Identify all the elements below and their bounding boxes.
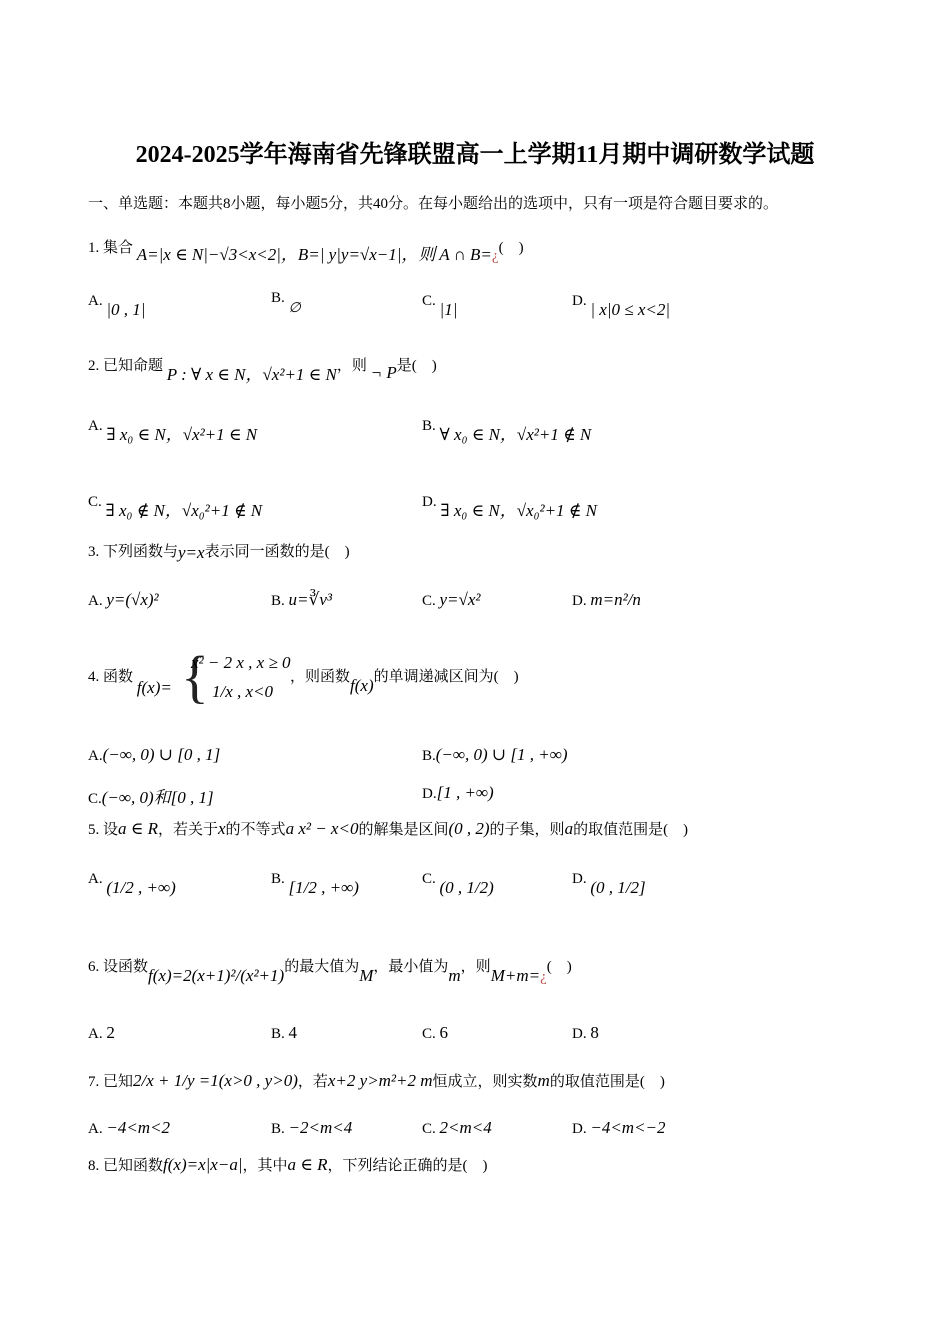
option-text: (0 , 1/2) <box>439 878 494 897</box>
option-text: ∀ x₀ ∈ N，√x²+1 ∉ N <box>439 425 592 444</box>
q6-text-max: 的最大值为 <box>284 959 360 975</box>
q5-question-text: 的取值范围是( ) <box>573 822 689 838</box>
option-text: −4<m<2 <box>106 1118 171 1137</box>
q3-option-a[interactable] <box>88 590 159 610</box>
option-text: (1/2 , +∞) <box>106 878 176 897</box>
option-label: C. <box>422 293 436 309</box>
option-text: −4<m<−2 <box>590 1118 666 1137</box>
q3-number-text: 3. 下列函数与 <box>88 544 179 560</box>
option-label: C. <box>422 871 436 887</box>
q1-intersection-expression: A ∩ B= <box>439 245 492 264</box>
option-label: D. <box>572 593 587 609</box>
option-label: B. <box>271 1121 285 1137</box>
q7-inequality: x+2 y>m²+2 m <box>327 1071 433 1090</box>
option-label: D. <box>572 1121 587 1137</box>
q4-piece-1: x² − 2 x , x ≥ 0 <box>191 653 291 672</box>
option-label: B. <box>271 290 285 306</box>
q6-function: f(x)=2(x+1)²/(x²+1) <box>148 966 285 985</box>
question-6-stem <box>88 955 572 985</box>
q3-function: y=x <box>178 543 205 562</box>
q5-interval: (0 , 2) <box>448 819 490 838</box>
question-7-stem <box>88 1070 665 1091</box>
q4-option-c[interactable] <box>88 783 214 808</box>
q5-option-d[interactable] <box>572 868 646 897</box>
q7-param: m <box>537 1071 550 1090</box>
q6-then-text: ，则 <box>460 959 491 975</box>
option-text: [1 , +∞) <box>436 783 494 802</box>
q4-function-lhs: f(x)= <box>136 678 172 697</box>
q7-question-text: 的取值范围是( ) <box>549 1074 665 1090</box>
option-text: ∃ x₀ ∈ N，√x²+1 ∈ N <box>106 425 258 444</box>
q4-option-a[interactable] <box>88 745 220 765</box>
q4-number-text: 4. 函数 <box>88 669 134 685</box>
option-label: C. <box>422 1026 436 1042</box>
option-label: D. <box>422 494 437 510</box>
q5-text-b: 的不等式 <box>225 822 286 838</box>
q5-var: x <box>218 819 226 838</box>
q5-text-d: 的子集，则 <box>489 822 565 838</box>
q2-then-text: ，则 <box>336 358 367 374</box>
question-4-stem <box>88 665 172 697</box>
q4-brace-icon: { <box>181 644 209 709</box>
q6-option-b[interactable] <box>271 1023 297 1043</box>
option-label: B. <box>271 593 285 609</box>
q8-param: a ∈ R <box>287 1155 328 1174</box>
question-3-stem <box>88 540 350 561</box>
q5-option-b[interactable] <box>271 868 359 897</box>
q2-option-d[interactable] <box>422 486 597 520</box>
q6-number-text: 6. 设函数 <box>88 959 149 975</box>
option-text: 4 <box>288 1023 298 1042</box>
question-8-stem <box>88 1154 487 1175</box>
q4-option-d[interactable] <box>422 783 494 803</box>
question-2-stem <box>88 350 437 384</box>
q2-negation: ¬ P <box>370 363 397 382</box>
option-label: D. <box>572 293 587 309</box>
q6-answer-blank: ( ) <box>546 959 572 975</box>
q1-set-expression: A=|x ∈ N|−√3<x<2|，B=| y|y=√x−1|，则 <box>136 245 436 264</box>
q4-piece-2: 1/x , x<0 <box>212 682 274 701</box>
section-heading: 一、单选题：本题共8小题，每小题5分，共40分。在每小题给出的选项中，只有一项是符合题目要求的。 <box>88 196 779 212</box>
q8-function: f(x)=x|x−a| <box>163 1155 243 1174</box>
option-label: B. <box>422 748 436 764</box>
option-label: D. <box>572 871 587 887</box>
q6-max-symbol: M <box>359 966 374 985</box>
option-text: u=∛v³ <box>288 590 332 609</box>
option-label: D. <box>422 786 437 802</box>
q4-question-text: 的单调递减区间为( ) <box>373 669 519 685</box>
option-text: |0 , 1| <box>106 300 146 319</box>
q5-param: a ∈ R <box>118 819 158 838</box>
question-1-stem <box>88 232 524 264</box>
option-label: A. <box>88 871 103 887</box>
q1-option-b[interactable] <box>271 290 301 316</box>
q7-option-a[interactable] <box>88 1118 170 1138</box>
option-text: −2<m<4 <box>288 1118 353 1137</box>
q3-question-text: 表示同一函数的是( ) <box>204 544 350 560</box>
q1-option-a[interactable] <box>88 290 146 319</box>
q7-option-c[interactable] <box>422 1118 492 1138</box>
q5-text-a: ，若关于 <box>157 822 218 838</box>
q7-text-if: ，若 <box>297 1074 328 1090</box>
q6-option-d[interactable] <box>572 1023 599 1043</box>
q1-number-text: 1. 集合 <box>88 240 134 256</box>
option-label: C. <box>422 1121 436 1137</box>
question-4-stem-cont <box>290 665 519 695</box>
option-label: A. <box>88 1026 103 1042</box>
option-label: A. <box>88 748 103 764</box>
q1-option-c[interactable] <box>422 290 458 319</box>
option-label: C. <box>422 593 436 609</box>
q5-inequality: a x² − x<0 <box>285 819 359 838</box>
option-text: ∃ x₀ ∈ N，√x₀²+1 ∉ N <box>440 501 597 520</box>
option-label: A. <box>88 293 103 309</box>
q6-min-symbol: m <box>448 966 461 985</box>
option-label: D. <box>572 1026 587 1042</box>
q2-number-text: 2. 已知命题 <box>88 358 164 374</box>
option-label: B. <box>271 1026 285 1042</box>
q2-option-a[interactable] <box>88 410 258 444</box>
q5-param-ref: a <box>564 819 574 838</box>
q7-option-d[interactable] <box>572 1118 666 1138</box>
option-label: C. <box>88 791 102 807</box>
q3-option-c[interactable] <box>422 590 481 610</box>
q5-option-a[interactable] <box>88 868 176 897</box>
q6-text-min: ，最小值为 <box>373 959 449 975</box>
option-text: [1/2 , +∞) <box>288 878 359 897</box>
q3-option-b[interactable] <box>271 590 332 610</box>
q2-option-c[interactable] <box>88 486 263 520</box>
q4-function-ref: f(x) <box>350 676 374 695</box>
q5-number-text: 5. 设 <box>88 822 119 838</box>
q4-then-text: ，则函数 <box>290 669 351 685</box>
question-5-stem <box>88 818 688 839</box>
option-label: B. <box>271 871 285 887</box>
option-text: ∃ x₀ ∉ N，√x₀²+1 ∉ N <box>105 501 263 520</box>
option-text: (−∞, 0) ∪ [0 , 1] <box>102 745 221 764</box>
q3-option-d[interactable] <box>572 590 641 610</box>
page-title: 2024-2025学年海南省先锋联盟高一上学期11月期中调研数学试题 <box>135 142 815 168</box>
q8-text-where: ，其中 <box>242 1158 288 1174</box>
option-text: 6 <box>439 1023 449 1042</box>
option-label: C. <box>88 494 102 510</box>
q1-option-d[interactable] <box>572 290 671 319</box>
option-text: ∅ <box>288 301 301 316</box>
option-label: A. <box>88 593 103 609</box>
q7-number-text: 7. 已知 <box>88 1074 134 1090</box>
option-text: 8 <box>590 1023 599 1042</box>
option-text: |1| <box>439 300 458 319</box>
q2-answer-blank: 是( ) <box>396 358 437 374</box>
q7-option-b[interactable] <box>271 1118 352 1138</box>
q7-text-always: 恒成立，则实数 <box>432 1074 538 1090</box>
q1-answer-blank: ( ) <box>498 240 524 256</box>
q7-condition: 2/x + 1/y =1(x>0 , y>0) <box>133 1071 298 1090</box>
q2-proposition: P : ∀ x ∈ N，√x²+1 ∈ N <box>166 365 337 384</box>
option-label: A. <box>88 418 103 434</box>
option-text: m=n²/n <box>590 590 641 609</box>
option-text: 2 <box>106 1023 115 1042</box>
option-label: A. <box>88 1121 103 1137</box>
option-text: (−∞, 0)和[0 , 1] <box>101 788 214 807</box>
q6-garbled-glyph: ¿ <box>540 969 547 985</box>
option-label: B. <box>422 418 436 434</box>
option-text: 2<m<4 <box>439 1118 492 1137</box>
q2-option-b[interactable] <box>422 410 592 444</box>
q4-option-b[interactable] <box>422 745 568 765</box>
option-text: | x|0 ≤ x<2| <box>590 300 671 319</box>
option-text: (0 , 1/2] <box>590 878 646 897</box>
option-text: (−∞, 0) ∪ [1 , +∞) <box>435 745 568 764</box>
q8-number-text: 8. 已知函数 <box>88 1158 164 1174</box>
q8-question-text: ，下列结论正确的是( ) <box>327 1158 488 1174</box>
q6-option-c[interactable] <box>422 1023 448 1043</box>
q5-option-c[interactable] <box>422 868 494 897</box>
q6-sum-expression: M+m= <box>490 966 541 985</box>
option-text: y=(√x)² <box>106 590 159 609</box>
q6-option-a[interactable] <box>88 1023 115 1043</box>
q1-garbled-glyph: ¿ <box>491 248 499 264</box>
q5-text-c: 的解集是区间 <box>358 822 449 838</box>
option-text: y=√x² <box>439 590 481 609</box>
